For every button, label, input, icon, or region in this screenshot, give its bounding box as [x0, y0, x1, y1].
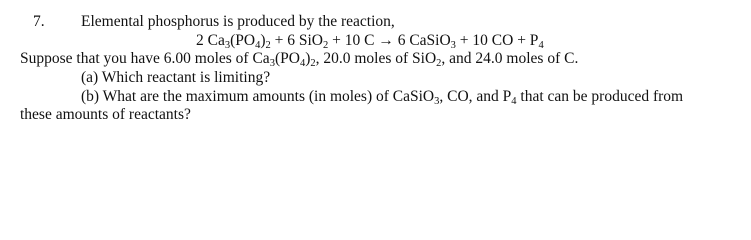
problem-intro: Elemental phosphorus is produced by the reaction, [81, 13, 395, 30]
given-text: (PO [274, 50, 300, 67]
eq-subscript: 3 [224, 40, 231, 51]
eq-text: (PO [230, 32, 256, 49]
given-text: , 20.0 moles of SiO [315, 50, 437, 67]
question-b-subscript: 4 [511, 96, 517, 107]
question-b [81, 88, 683, 106]
eq-text: ) [260, 32, 266, 49]
question-b-text: (b) What are the maximum amounts (in moles) of CaSiO [81, 88, 435, 105]
eq-text: + 10 CO + P [455, 32, 539, 49]
eq-text: + 6 SiO [270, 32, 323, 49]
question-a: (a) Which reactant is limiting? [81, 69, 271, 86]
eq-subscript: 2 [265, 40, 271, 51]
question-b-continuation: these amounts of reactants? [20, 106, 191, 123]
question-b-text: that can be produced from [516, 88, 684, 105]
problem-number: 7. [33, 13, 45, 30]
given-subscript: 3 [269, 58, 275, 69]
eq-subscript: 4 [538, 40, 544, 51]
eq-text: + 10 C → 6 CaSiO [328, 32, 451, 49]
given-text: , and 24.0 moles of C. [441, 50, 579, 67]
eq-text: 2 Ca [196, 32, 225, 49]
eq-subscript: 3 [450, 40, 456, 51]
question-b-subscript: 3 [434, 96, 440, 107]
given-text: ) [305, 50, 311, 67]
given-subscript: 4 [299, 58, 306, 69]
given-subscript: 2 [310, 58, 316, 69]
given-subscript: 2 [436, 58, 442, 69]
reaction-equation [196, 32, 544, 50]
eq-subscript: 2 [323, 40, 329, 51]
given-text: Suppose that you have 6.00 moles of Ca [20, 50, 270, 67]
eq-subscript: 4 [255, 40, 261, 51]
question-b-text: , CO, and P [439, 88, 512, 105]
given-quantities [20, 50, 578, 68]
